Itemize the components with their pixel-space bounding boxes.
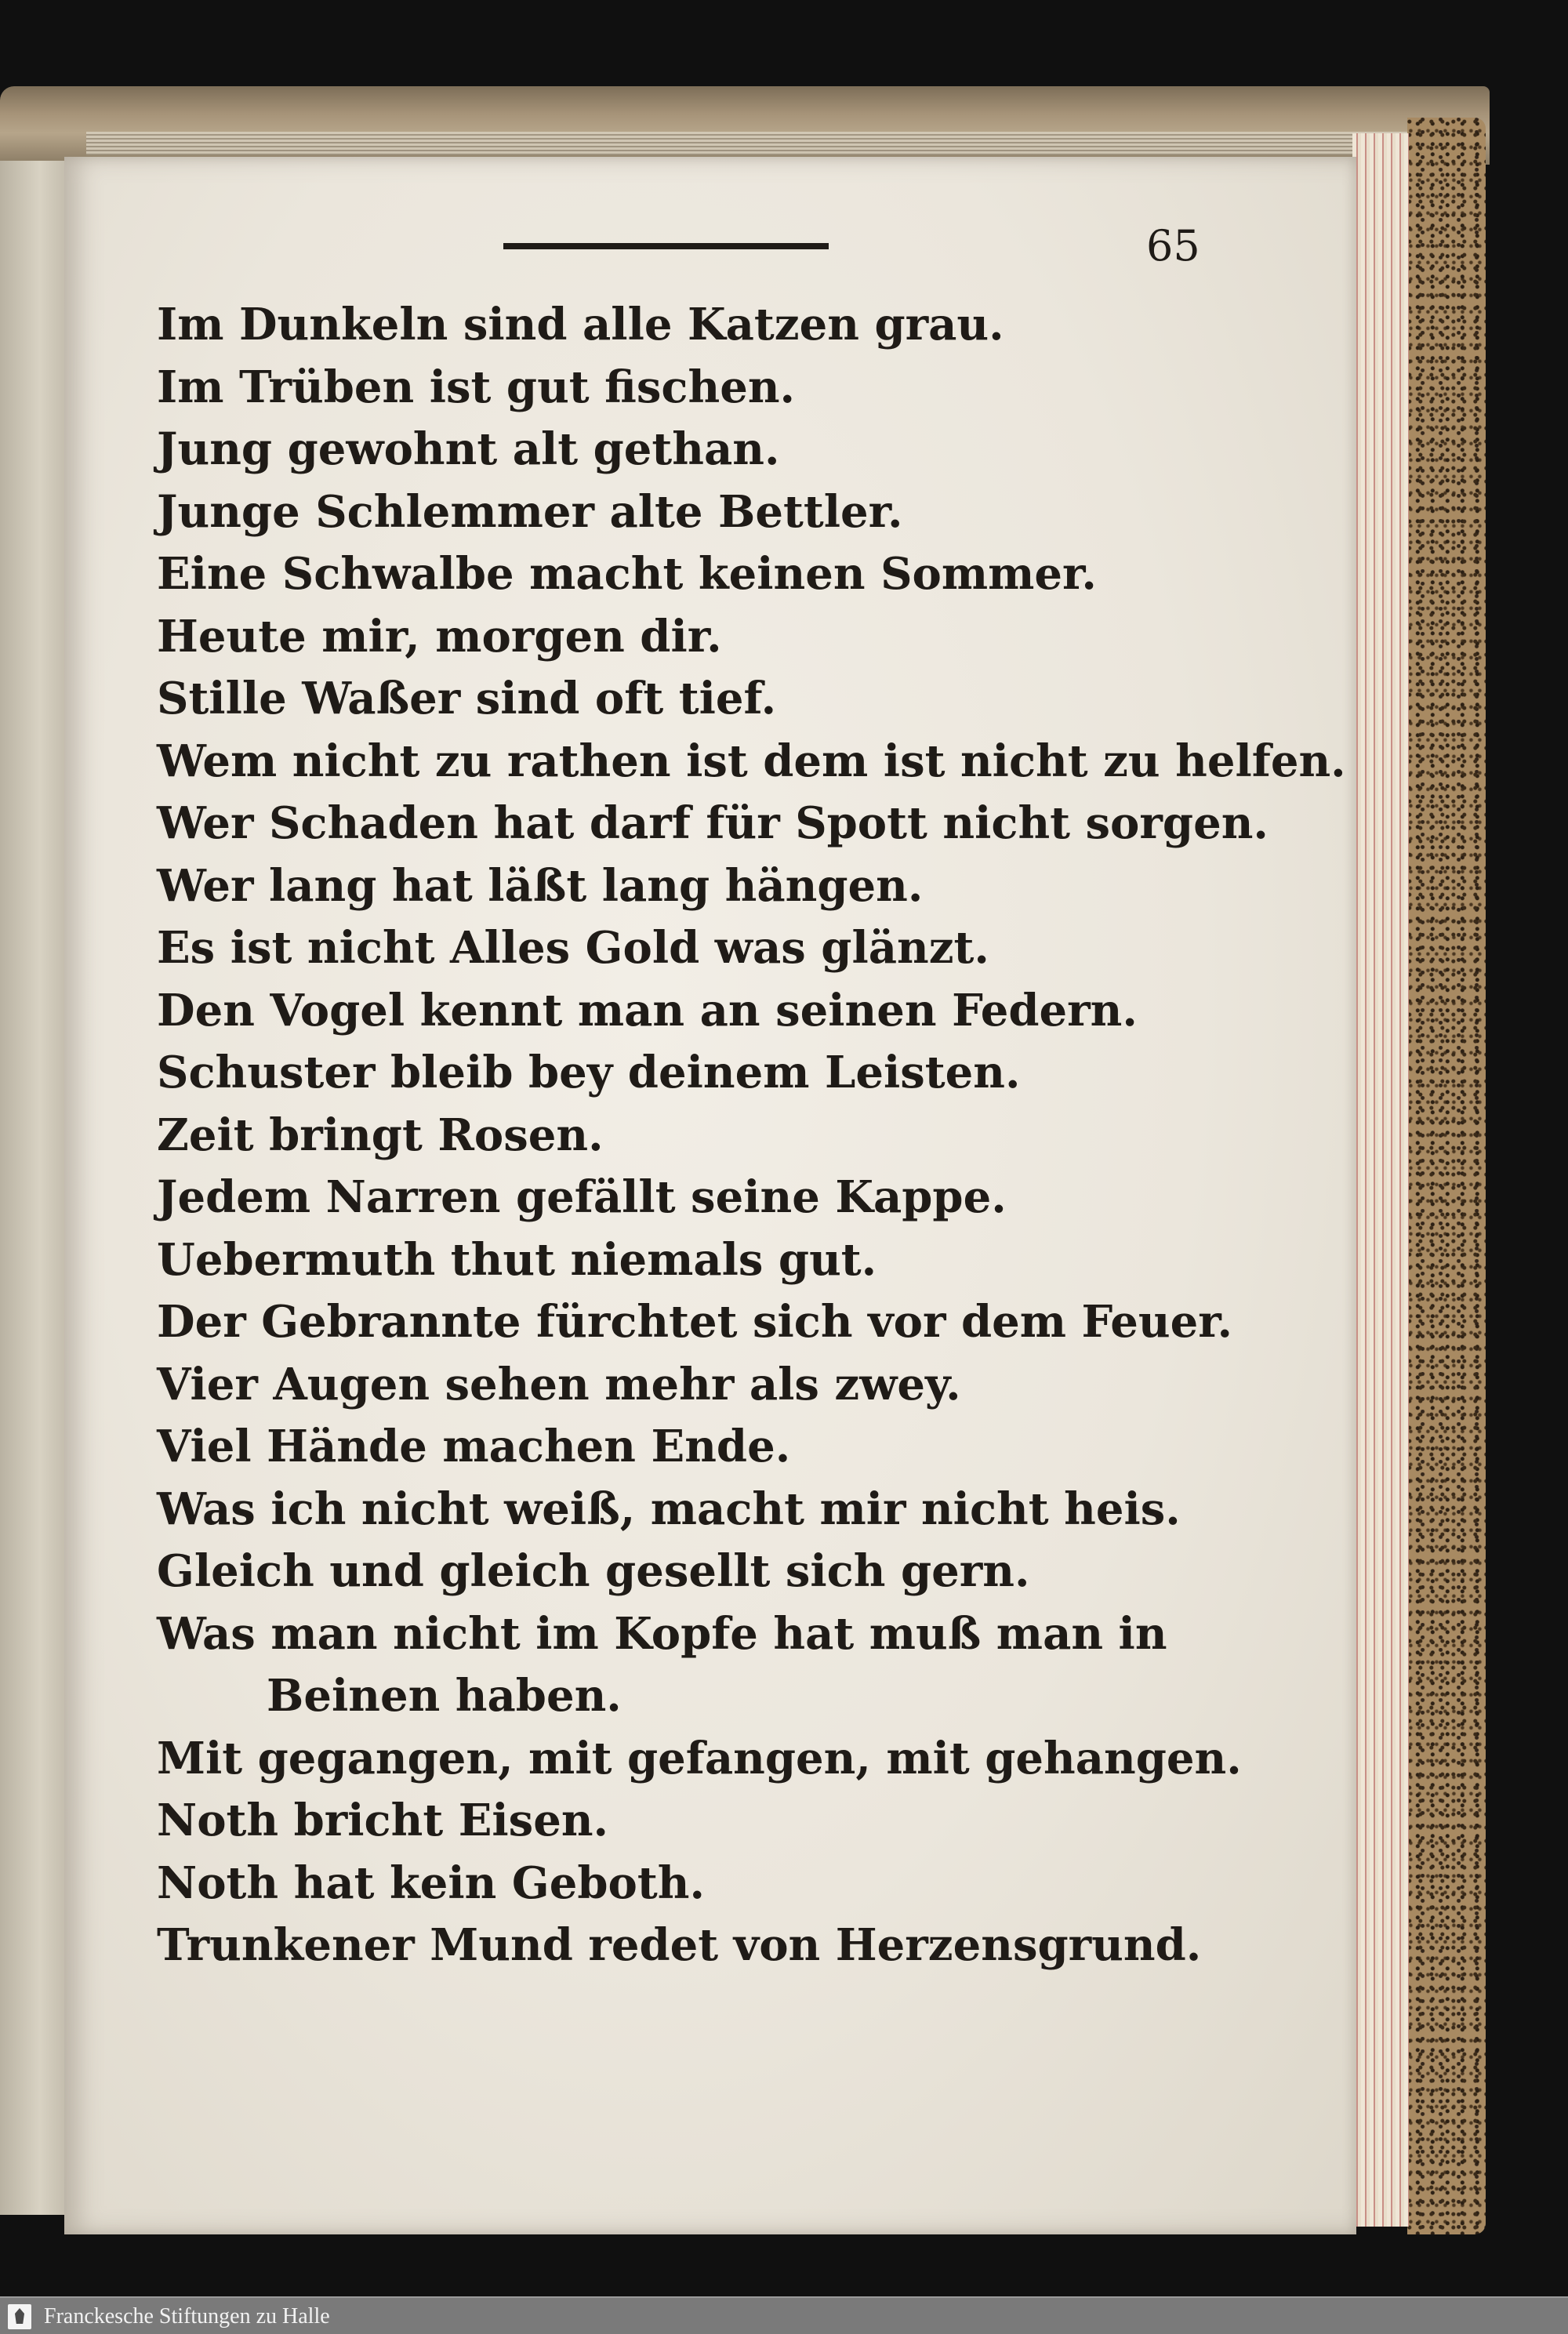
text-line: Im Dunkeln sind alle Katzen grau.	[157, 299, 1004, 350]
text-line: Uebermuth thut niemals gut.	[157, 1233, 877, 1286]
text-line: Den Vogel kennt man an seinen Federn.	[157, 984, 1138, 1036]
text-line: Junge Schlemmer alte Bettler.	[157, 485, 903, 538]
text-line: Vier Augen sehen mehr als zwey.	[157, 1358, 961, 1410]
text-line: Jung gewohnt alt gethan.	[157, 423, 780, 475]
institution-name: Franckesche Stiftungen zu Halle	[44, 2304, 330, 2329]
text-line: Zeit bringt Rosen.	[157, 1109, 604, 1161]
text-line: Viel Hände machen Ende.	[157, 1421, 791, 1472]
text-line: Schuster bleib bey deinem Leisten.	[157, 1047, 1021, 1098]
book-page	[64, 157, 1356, 2234]
text-line: Im Trüben ist gut fischen.	[157, 361, 796, 413]
text-line: Der Gebrannte fürchtet sich vor dem Feuer.	[157, 1296, 1233, 1348]
text-line: Gleich und gleich gesellt sich gern.	[157, 1545, 1030, 1597]
text-line: Eine Schwalbe macht keinen Sommer.	[157, 548, 1097, 600]
text-line: Beinen haben.	[267, 1670, 622, 1722]
text-line: Heute mir, morgen dir.	[157, 610, 722, 662]
proverb-list	[157, 294, 1346, 1977]
text-line: Trunkener Mund redet von Herzensgrund.	[157, 1919, 1202, 1971]
text-line: Stille Waßer sind oft tief.	[157, 673, 777, 724]
book-cover-edge	[1407, 118, 1486, 2234]
left-page-margin	[0, 161, 74, 2215]
institution-logo-icon	[8, 2304, 31, 2329]
text-line: Mit gegangen, mit gefangen, mit gehangen.	[157, 1732, 1242, 1784]
text-line: Wer Schaden hat darf für Spott nicht sorgen.	[157, 797, 1269, 849]
page-number: 65	[1146, 221, 1200, 270]
text-line: Noth bricht Eisen.	[157, 1795, 609, 1846]
text-line: Jedem Narren gefällt seine Kappe.	[157, 1171, 1007, 1223]
text-line: Wem nicht zu rathen ist dem ist nicht zu helfen.	[157, 735, 1346, 787]
text-line: Es ist nicht Alles Gold was glänzt.	[157, 922, 989, 974]
text-line: Was man nicht im Kopfe hat muß man in	[157, 1607, 1167, 1660]
footer-bar	[0, 2296, 1568, 2334]
text-line: Wer lang hat läßt lang hängen.	[157, 859, 924, 912]
page-stack-right	[1352, 133, 1409, 2227]
header-rule	[503, 243, 829, 249]
text-line: Was ich nicht weiß, macht mir nicht heis.	[157, 1483, 1181, 1535]
page-stack-top	[86, 132, 1419, 155]
text-line: Noth hat kein Geboth.	[157, 1857, 705, 1909]
